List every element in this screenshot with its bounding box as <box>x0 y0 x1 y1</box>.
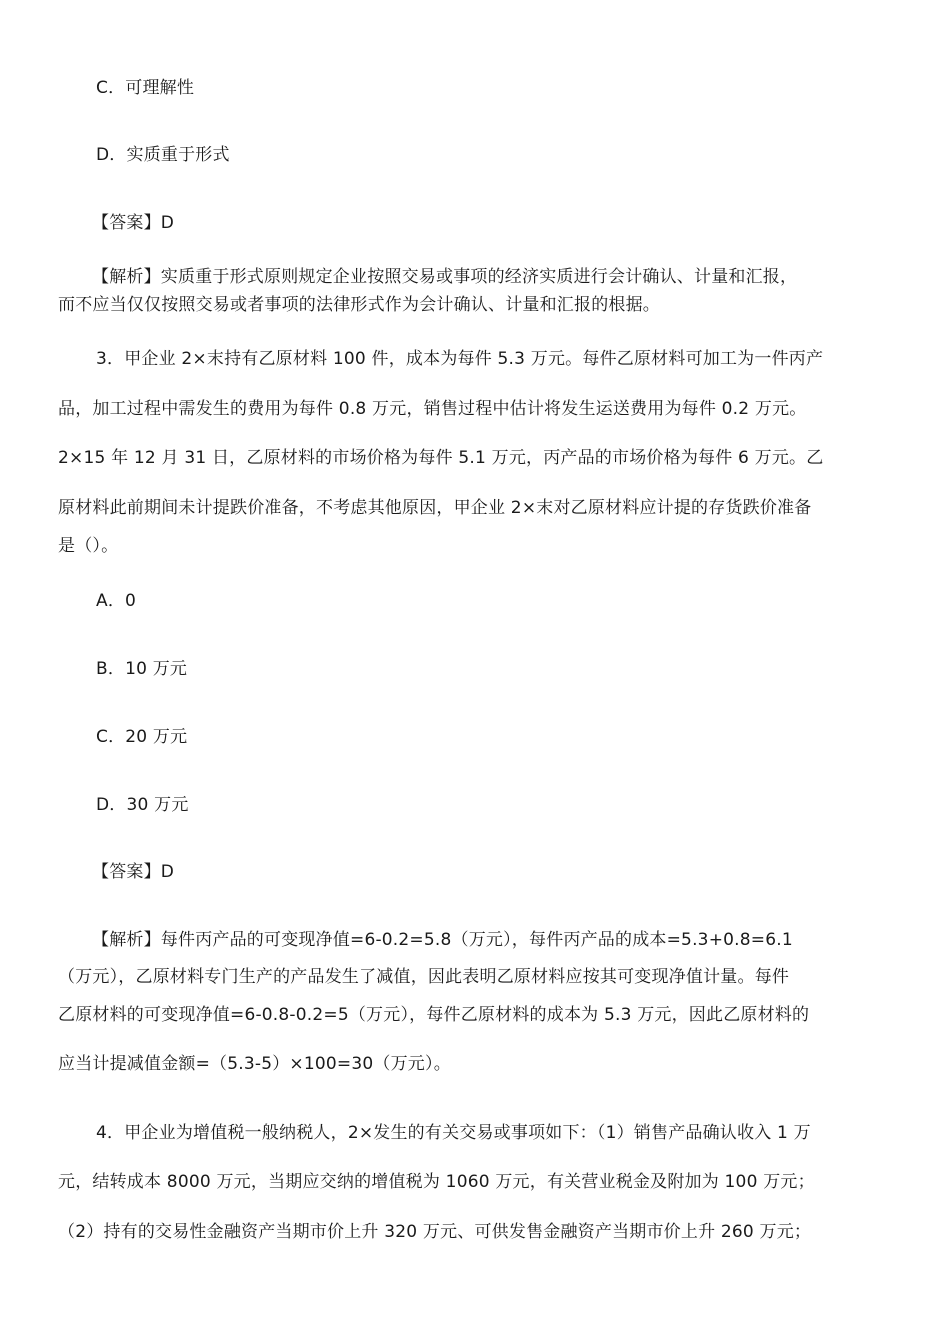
q3-analysis-line-3: 乙原材料的可变现净值=6-0.8-0.2=5（万元），每件乙原材料的成本为 5.3 万元，因此乙原材料的 <box>58 1005 810 1025</box>
q2-analysis-line-2: 而不应当仅仅按照交易或者事项的法律形式作为会计确认、计量和汇报的根据。 <box>58 295 660 315</box>
q3-stem-line-1: 3．甲企业 2×末持有乙原材料 100 件，成本为每件 5.3 万元。每件乙原材料可加工为一件丙产 <box>96 349 824 369</box>
q2-answer: 【答案】D <box>92 213 175 233</box>
q2-analysis-line-1: 【解析】实质重于形式原则规定企业按照交易或事项的经济实质进行会计确认、计量和汇报， <box>92 267 798 287</box>
q3-stem-line-4: 原材料此前期间未计提跌价准备，不考虑其他原因，甲企业 2×末对乙原材料应计提的存货跌价准备 <box>58 498 812 518</box>
q3-option-a: A．0 <box>96 591 137 611</box>
q3-option-c: C．20 万元 <box>96 727 188 747</box>
q3-stem-line-5: 是（）。 <box>58 536 119 556</box>
q2-option-c: C．可理解性 <box>96 78 195 98</box>
q3-analysis-line-1: 【解析】每件丙产品的可变现净值=6-0.2=5.8（万元），每件丙产品的成本=5.3+0.8=6.1 <box>92 930 793 950</box>
q4-stem-line-2: 元，结转成本 8000 万元，当期应交纳的增值税为 1060 万元，有关营业税金及附加为 100 万元； <box>58 1172 815 1192</box>
q3-stem-line-2: 品，加工过程中需发生的费用为每件 0.8 万元，销售过程中估计将发生运送费用为每件 0.2 万元。 <box>58 399 807 419</box>
q3-analysis-line-4: 应当计提减值金额=（5.3-5）×100=30（万元）。 <box>58 1054 451 1074</box>
q2-option-d: D．实质重于形式 <box>96 145 230 165</box>
q3-option-b: B．10 万元 <box>96 659 188 679</box>
q3-stem-line-3: 2×15 年 12 月 31 日，乙原材料的市场价格为每件 5.1 万元，丙产品的市场价格为每件 6 万元。乙 <box>58 448 824 468</box>
q3-option-d: D．30 万元 <box>96 795 189 815</box>
q4-stem-line-1: 4．甲企业为增值税一般纳税人，2×发生的有关交易或事项如下：（1）销售产品确认收入 1 万 <box>96 1123 811 1143</box>
q3-answer: 【答案】D <box>92 862 175 882</box>
q3-analysis-line-2: （万元），乙原材料专门生产的产品发生了减值，因此表明乙原材料应按其可变现净值计量。每件 <box>58 967 790 987</box>
q4-stem-line-3: （2）持有的交易性金融资产当期市价上升 320 万元、可供发售金融资产当期市价上升 260 万元； <box>58 1222 812 1242</box>
